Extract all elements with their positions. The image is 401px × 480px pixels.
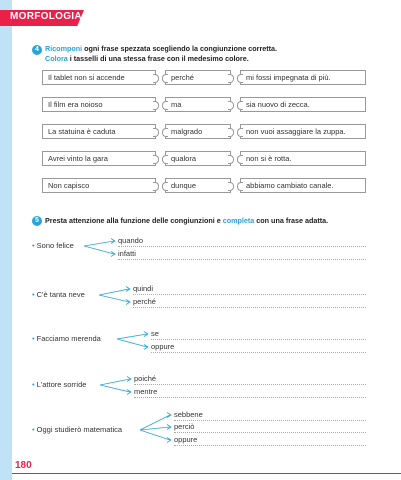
instr5-text-1: Presta attenzione alla funzione delle congiunzioni e <box>45 216 223 225</box>
ex5-sentence-text: Oggi studierò matematica <box>36 425 123 434</box>
tile-sentence-end[interactable]: non si è rotta. <box>240 151 366 166</box>
tile-sentence-end[interactable]: abbiamo cambiato canale. <box>240 178 366 193</box>
footer-rule <box>12 473 401 474</box>
tile-conjunction[interactable]: perché <box>165 70 231 85</box>
ex5-conjunction-option: poiché <box>134 374 157 383</box>
ex5-conjunction-option: perciò <box>174 422 195 431</box>
tile-sentence-end[interactable]: non vuoi assaggiare la zuppa. <box>240 124 366 139</box>
ex5-conjunction-option: mentre <box>134 387 158 396</box>
instr-text-2: i tasselli di una stessa frase con il medesimo colore. <box>67 53 249 63</box>
ex5-conjunction-option: oppure <box>151 342 175 351</box>
tile-sentence-start[interactable]: Non capisco <box>42 178 156 193</box>
answer-line[interactable] <box>174 445 366 446</box>
ex5-conjunction-option: se <box>151 329 159 338</box>
tile-conjunction[interactable]: dunque <box>165 178 231 193</box>
bullet-dot: • <box>32 380 35 389</box>
ex5-sentence-text: C'è tanta neve <box>36 290 85 299</box>
instr-keyword-colora: Colora <box>45 53 68 63</box>
ex5-conjunction-option: quindi <box>133 284 154 293</box>
instr-text-1: ogni frase spezzata scegliendo la congiunzione corretta. <box>82 44 278 53</box>
ex5-conjunction-option: sebbene <box>174 410 203 419</box>
ex5-sentence-text: Sono felice <box>36 241 74 250</box>
ex5-conjunction-option: perché <box>133 297 156 306</box>
answer-line[interactable] <box>174 432 366 433</box>
tile-sentence-start[interactable]: Il tablet non si accende <box>42 70 156 85</box>
tile-sentence-start[interactable]: Avrei vinto la gara <box>42 151 156 166</box>
instr5-text-2: con una frase adatta. <box>254 216 329 225</box>
tile-sentence-start[interactable]: Il film era noioso <box>42 97 156 112</box>
tile-sentence-end[interactable]: mi fossi impegnata di più. <box>240 70 366 85</box>
exercise-4-number: 4 <box>32 45 42 55</box>
ex5-conjunction-option: quando <box>118 236 144 245</box>
page-number: 180 <box>15 460 32 471</box>
tile-sentence-start[interactable]: La statuina è caduta <box>42 124 156 139</box>
ex5-sentence-text: L'attore sorride <box>36 380 87 389</box>
ex5-conjunction-option: infatti <box>118 249 136 258</box>
ex5-conjunction-option: oppure <box>174 435 198 444</box>
section-title: MORFOLOGIA <box>10 11 82 22</box>
tile-conjunction[interactable]: qualora <box>165 151 231 166</box>
ex5-sentence-text: Facciamo merenda <box>36 334 101 343</box>
instr-keyword-ricomponi: Ricomponi <box>45 44 83 53</box>
bullet-dot: • <box>32 241 35 250</box>
tile-conjunction[interactable]: ma <box>165 97 231 112</box>
tile-sentence-end[interactable]: sia nuovo di zecca. <box>240 97 366 112</box>
tile-conjunction[interactable]: malgrado <box>165 124 231 139</box>
bullet-dot: • <box>32 425 35 434</box>
instr5-keyword-completa: completa <box>222 216 255 225</box>
exercise-5-number: 5 <box>32 216 42 226</box>
bullet-dot: • <box>32 334 35 343</box>
answer-line[interactable] <box>174 420 366 421</box>
bullet-dot: • <box>32 290 35 299</box>
